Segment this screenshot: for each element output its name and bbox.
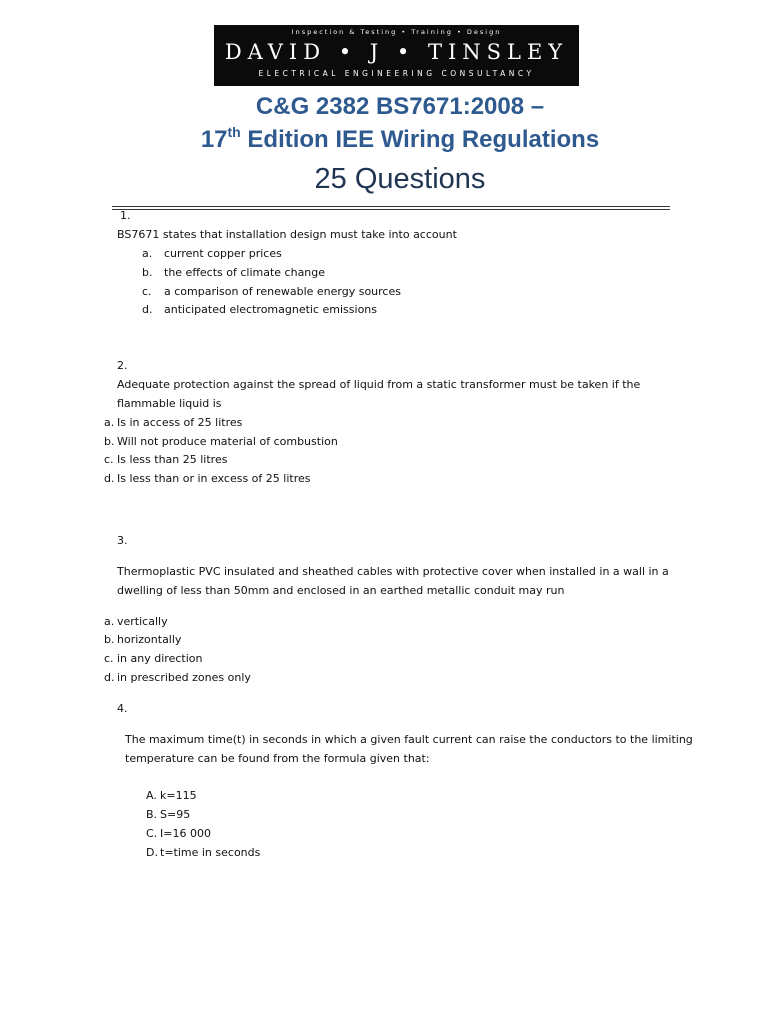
company-logo bbox=[214, 25, 579, 86]
question-3-text-line-1: Thermoplastic PVC insulated and sheathed cables with protective cover when installed in a wall in a bbox=[117, 565, 669, 578]
question-3-option-a-text: vertically bbox=[117, 615, 168, 628]
question-4-option-b-label: B. bbox=[146, 808, 158, 821]
question-2-option-b-label: b. bbox=[104, 435, 115, 448]
logo-tagline: Inspection & Testing • Training • Design bbox=[291, 28, 502, 36]
question-4-text-line-1: The maximum time(t) in seconds in which a given fault current can raise the conductors to the limiting bbox=[125, 733, 693, 746]
question-3-number: 3. bbox=[117, 534, 128, 547]
question-1-option-a-label: a. bbox=[142, 247, 153, 260]
edition-number: 17 bbox=[200, 126, 228, 153]
question-1-text: BS7671 states that installation design must take into account bbox=[117, 228, 457, 241]
logo-subtitle: ELECTRICAL ENGINEERING CONSULTANCY bbox=[258, 69, 535, 78]
question-4-option-d-label: D. bbox=[146, 846, 158, 859]
question-2-number: 2. bbox=[117, 359, 128, 372]
question-4-text-line-2: temperature can be found from the formula given that: bbox=[125, 752, 430, 765]
question-3-option-c-label: c. bbox=[104, 652, 114, 665]
question-1-number: 1. bbox=[120, 209, 131, 222]
question-4-option-d-text: t=time in seconds bbox=[160, 846, 261, 859]
question-2-option-b-text: Will not produce material of combustion bbox=[117, 435, 338, 448]
question-1-option-a-text: current copper prices bbox=[164, 247, 282, 260]
question-2-text-line-1: Adequate protection against the spread of liquid from a static transformer must be taken if the bbox=[117, 378, 641, 391]
question-3-option-b-label: b. bbox=[104, 633, 115, 646]
question-1-option-d-label: d. bbox=[142, 303, 153, 316]
question-2-option-a-label: a. bbox=[104, 416, 115, 429]
question-4-option-b-text: S=95 bbox=[160, 808, 191, 821]
question-4-option-c-text: I=16 000 bbox=[160, 827, 211, 840]
question-1-option-c-label: c. bbox=[142, 285, 152, 298]
question-1-option-b-text: the effects of climate change bbox=[164, 266, 326, 279]
question-4-option-c-label: C. bbox=[146, 827, 158, 840]
question-3-option-d-text: in prescribed zones only bbox=[117, 671, 251, 684]
question-2-option-c-label: c. bbox=[104, 453, 114, 466]
edition-suffix: th bbox=[227, 124, 241, 140]
question-3-text-line-2: dwelling of less than 50mm and enclosed in an earthed metallic conduit may run bbox=[117, 584, 565, 597]
question-3-option-a-label: a. bbox=[104, 615, 115, 628]
edition-title: Edition IEE Wiring Regulations bbox=[240, 126, 600, 153]
question-2-option-d-label: d. bbox=[104, 472, 115, 485]
question-count-heading: 25 Questions bbox=[314, 163, 486, 195]
question-4-number: 4. bbox=[117, 702, 128, 715]
question-4-option-a-label: A. bbox=[146, 789, 157, 802]
question-2-option-d-text: Is less than or in excess of 25 litres bbox=[117, 472, 311, 485]
question-2-text-line-2: flammable liquid is bbox=[117, 397, 222, 410]
question-1-option-d-text: anticipated electromagnetic emissions bbox=[164, 303, 378, 316]
question-2-option-c-text: Is less than 25 litres bbox=[117, 453, 228, 466]
document-title: C&G 2382 BS7671:2008 – bbox=[255, 93, 545, 120]
question-1-option-c-text: a comparison of renewable energy sources bbox=[164, 285, 401, 298]
question-3-option-d-label: d. bbox=[104, 671, 115, 684]
header-divider-top bbox=[112, 206, 670, 207]
question-3-option-b-text: horizontally bbox=[117, 633, 182, 646]
logo-name: DAVID • J • TINSLEY bbox=[224, 40, 569, 64]
question-4-option-a-text: k=115 bbox=[160, 789, 197, 802]
question-3-option-c-text: in any direction bbox=[117, 652, 203, 665]
question-1-option-b-label: b. bbox=[142, 266, 153, 279]
question-2-option-a-text: Is in access of 25 litres bbox=[117, 416, 243, 429]
document-subtitle bbox=[0, 126, 768, 154]
header-divider-bottom bbox=[112, 209, 670, 210]
